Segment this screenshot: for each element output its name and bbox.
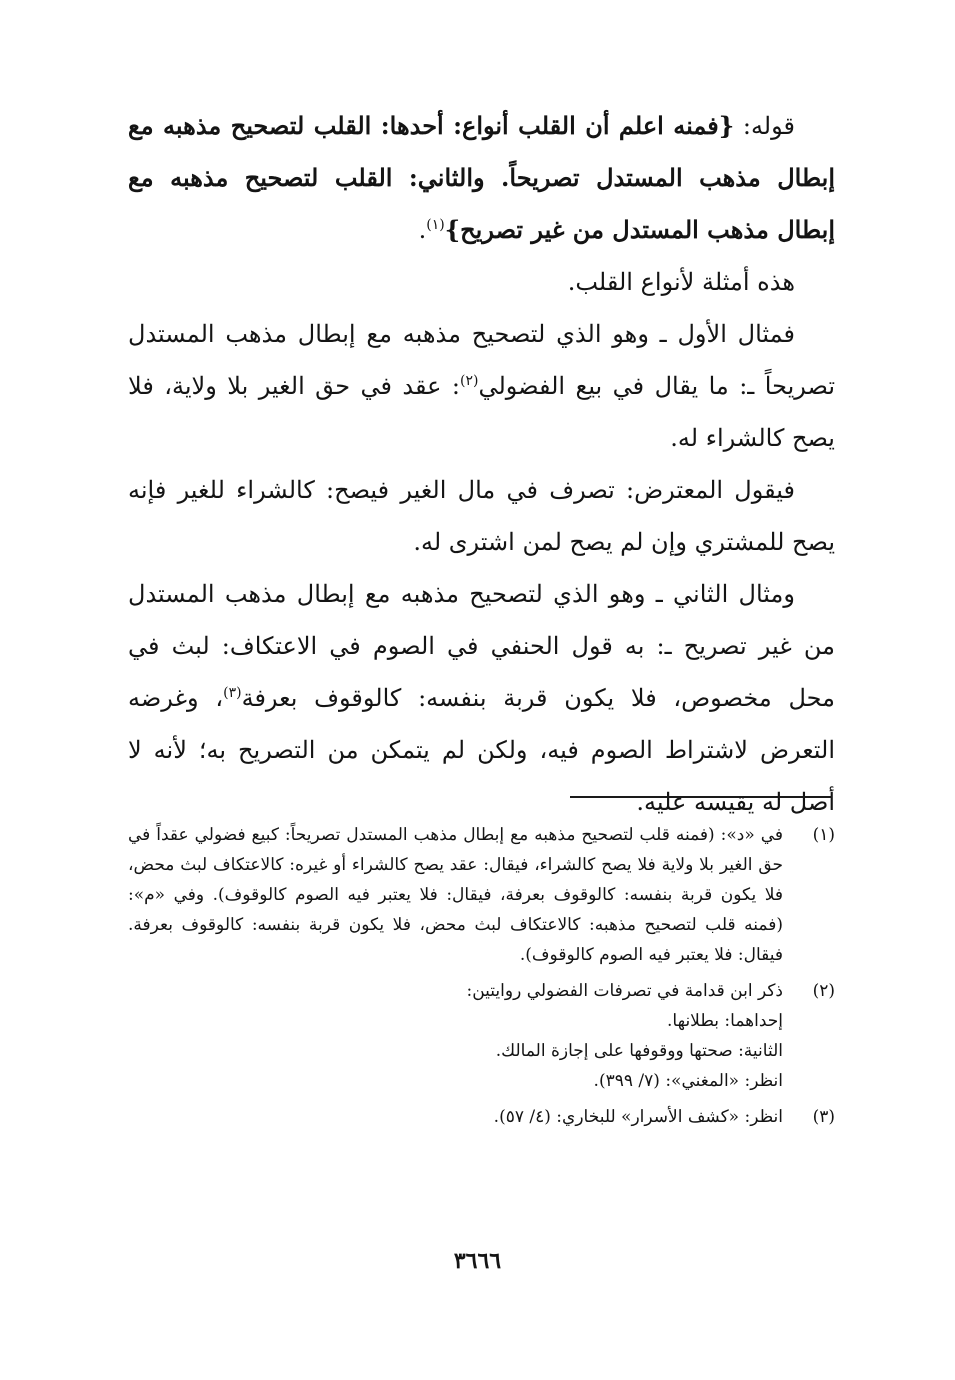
- paragraph-1-quote: {فمنه اعلم أن القلب أنواع: أحدها: القلب لتصحيح مذهبه مع إبطال مذهب المستدل تصريحاً. والثاني: القلب لتصحيح مذهبه مع إبطال مذهب المستدل من غير تصريح}: [128, 111, 835, 244]
- paragraph-5-tail: ، وغرضه التعرض لاشتراط الصوم فيه، ولكن لم يتمكن من التصريح به؛ لأنه لا أصل له يقيسه عليه.: [128, 684, 835, 816]
- footnote-text: [128, 1102, 783, 1132]
- paragraph-5: [128, 568, 835, 828]
- paragraph-4: فيقول المعترض: تصرف في مال الغير فيصح: كالشراء للغير فإنه يصح للمشتري وإن لم يصح لمن اشترى له.: [128, 476, 835, 556]
- paragraph-3-tail: : عقد في حق الغير بلا ولاية، فلا يصح كالشراء له.: [128, 372, 835, 452]
- footnote-number: (١): [812, 825, 835, 845]
- footnote-line: إحداهما: بطلانها.: [667, 1011, 783, 1031]
- footnote-number: (٢): [812, 981, 835, 1001]
- main-text: [128, 100, 835, 828]
- footnote-line: انظر: «كشف الأسرار» للبخاري: (٤/ ٥٧).: [493, 1107, 783, 1127]
- footnote-line: ذكر ابن قدامة في تصرفات الفضولي روايتين:: [466, 981, 783, 1001]
- footnote-separator: [570, 796, 832, 798]
- paragraph-1: [128, 100, 835, 256]
- footnote-line: في «د»: (فمنه قلب لتصحيح مذهبه مع إبطال مذهب المستدل تصريحاً: كبيع فضولي عقداً في حق الغير بلا ولاية فلا يصح كالشراء، فيقال: عقد يصح كالشراء أو غيره: كالاعتكاف لبث محض، فلا يكون قربة بنفسه: كالوقوف بعرفة، فيقال: فلا يعتبر فيه الصوم كالوقوف). وفي «م»: (فمنه قلب لتصحيح مذهبه: كالاعتكاف لبث محض، فلا يكون قربة بنفسه: كالوقوف بعرفة. فيقال: فلا يعتبر فيه الصوم كالوقوف).: [128, 825, 783, 965]
- footnote-text: [128, 976, 783, 1096]
- paragraph-5-lead: ومثال الثاني ـ وهو الذي لتصحيح مذهبه مع إبطال مذهب المستدل من غير تصريح ـ: به قول الحنفي في الصوم في الاعتكاف: لبث في محل مخصوص، فلا يكون قربة بنفسه: كالوقوف بعرفة: [128, 580, 835, 712]
- paragraph-1-tail: .: [418, 216, 427, 244]
- footnote-ref-1: (١): [426, 217, 445, 233]
- footnote-1: [128, 820, 835, 970]
- paragraph-2: هذه أمثلة لأنواع القلب.: [567, 268, 795, 296]
- footnote-ref-2: (٢): [459, 373, 479, 389]
- paragraph-3-lead: فمثال الأول ـ وهو الذي لتصحيح مذهبه مع إبطال مذهب المستدل تصريحاً ـ: ما يقال في بيع الفضولي: [128, 320, 836, 400]
- footnote-line: انظر: «المغني»: (٧/ ٣٩٩).: [593, 1071, 783, 1091]
- paragraph-1-lead: قوله:: [734, 112, 795, 140]
- page-number: ٣٦٦٦: [453, 1248, 502, 1274]
- footnote-3: [128, 1102, 835, 1132]
- footnotes: [128, 820, 835, 1138]
- footnote-ref-3: (٣): [223, 685, 242, 701]
- footnote-number: (٣): [812, 1107, 835, 1127]
- footnote-text: [128, 820, 783, 970]
- footnote-line: الثانية: صحتها ووقوفها على إجازة المالك.: [495, 1041, 783, 1061]
- paragraph-3: [128, 308, 835, 464]
- footnote-2: [128, 976, 835, 1096]
